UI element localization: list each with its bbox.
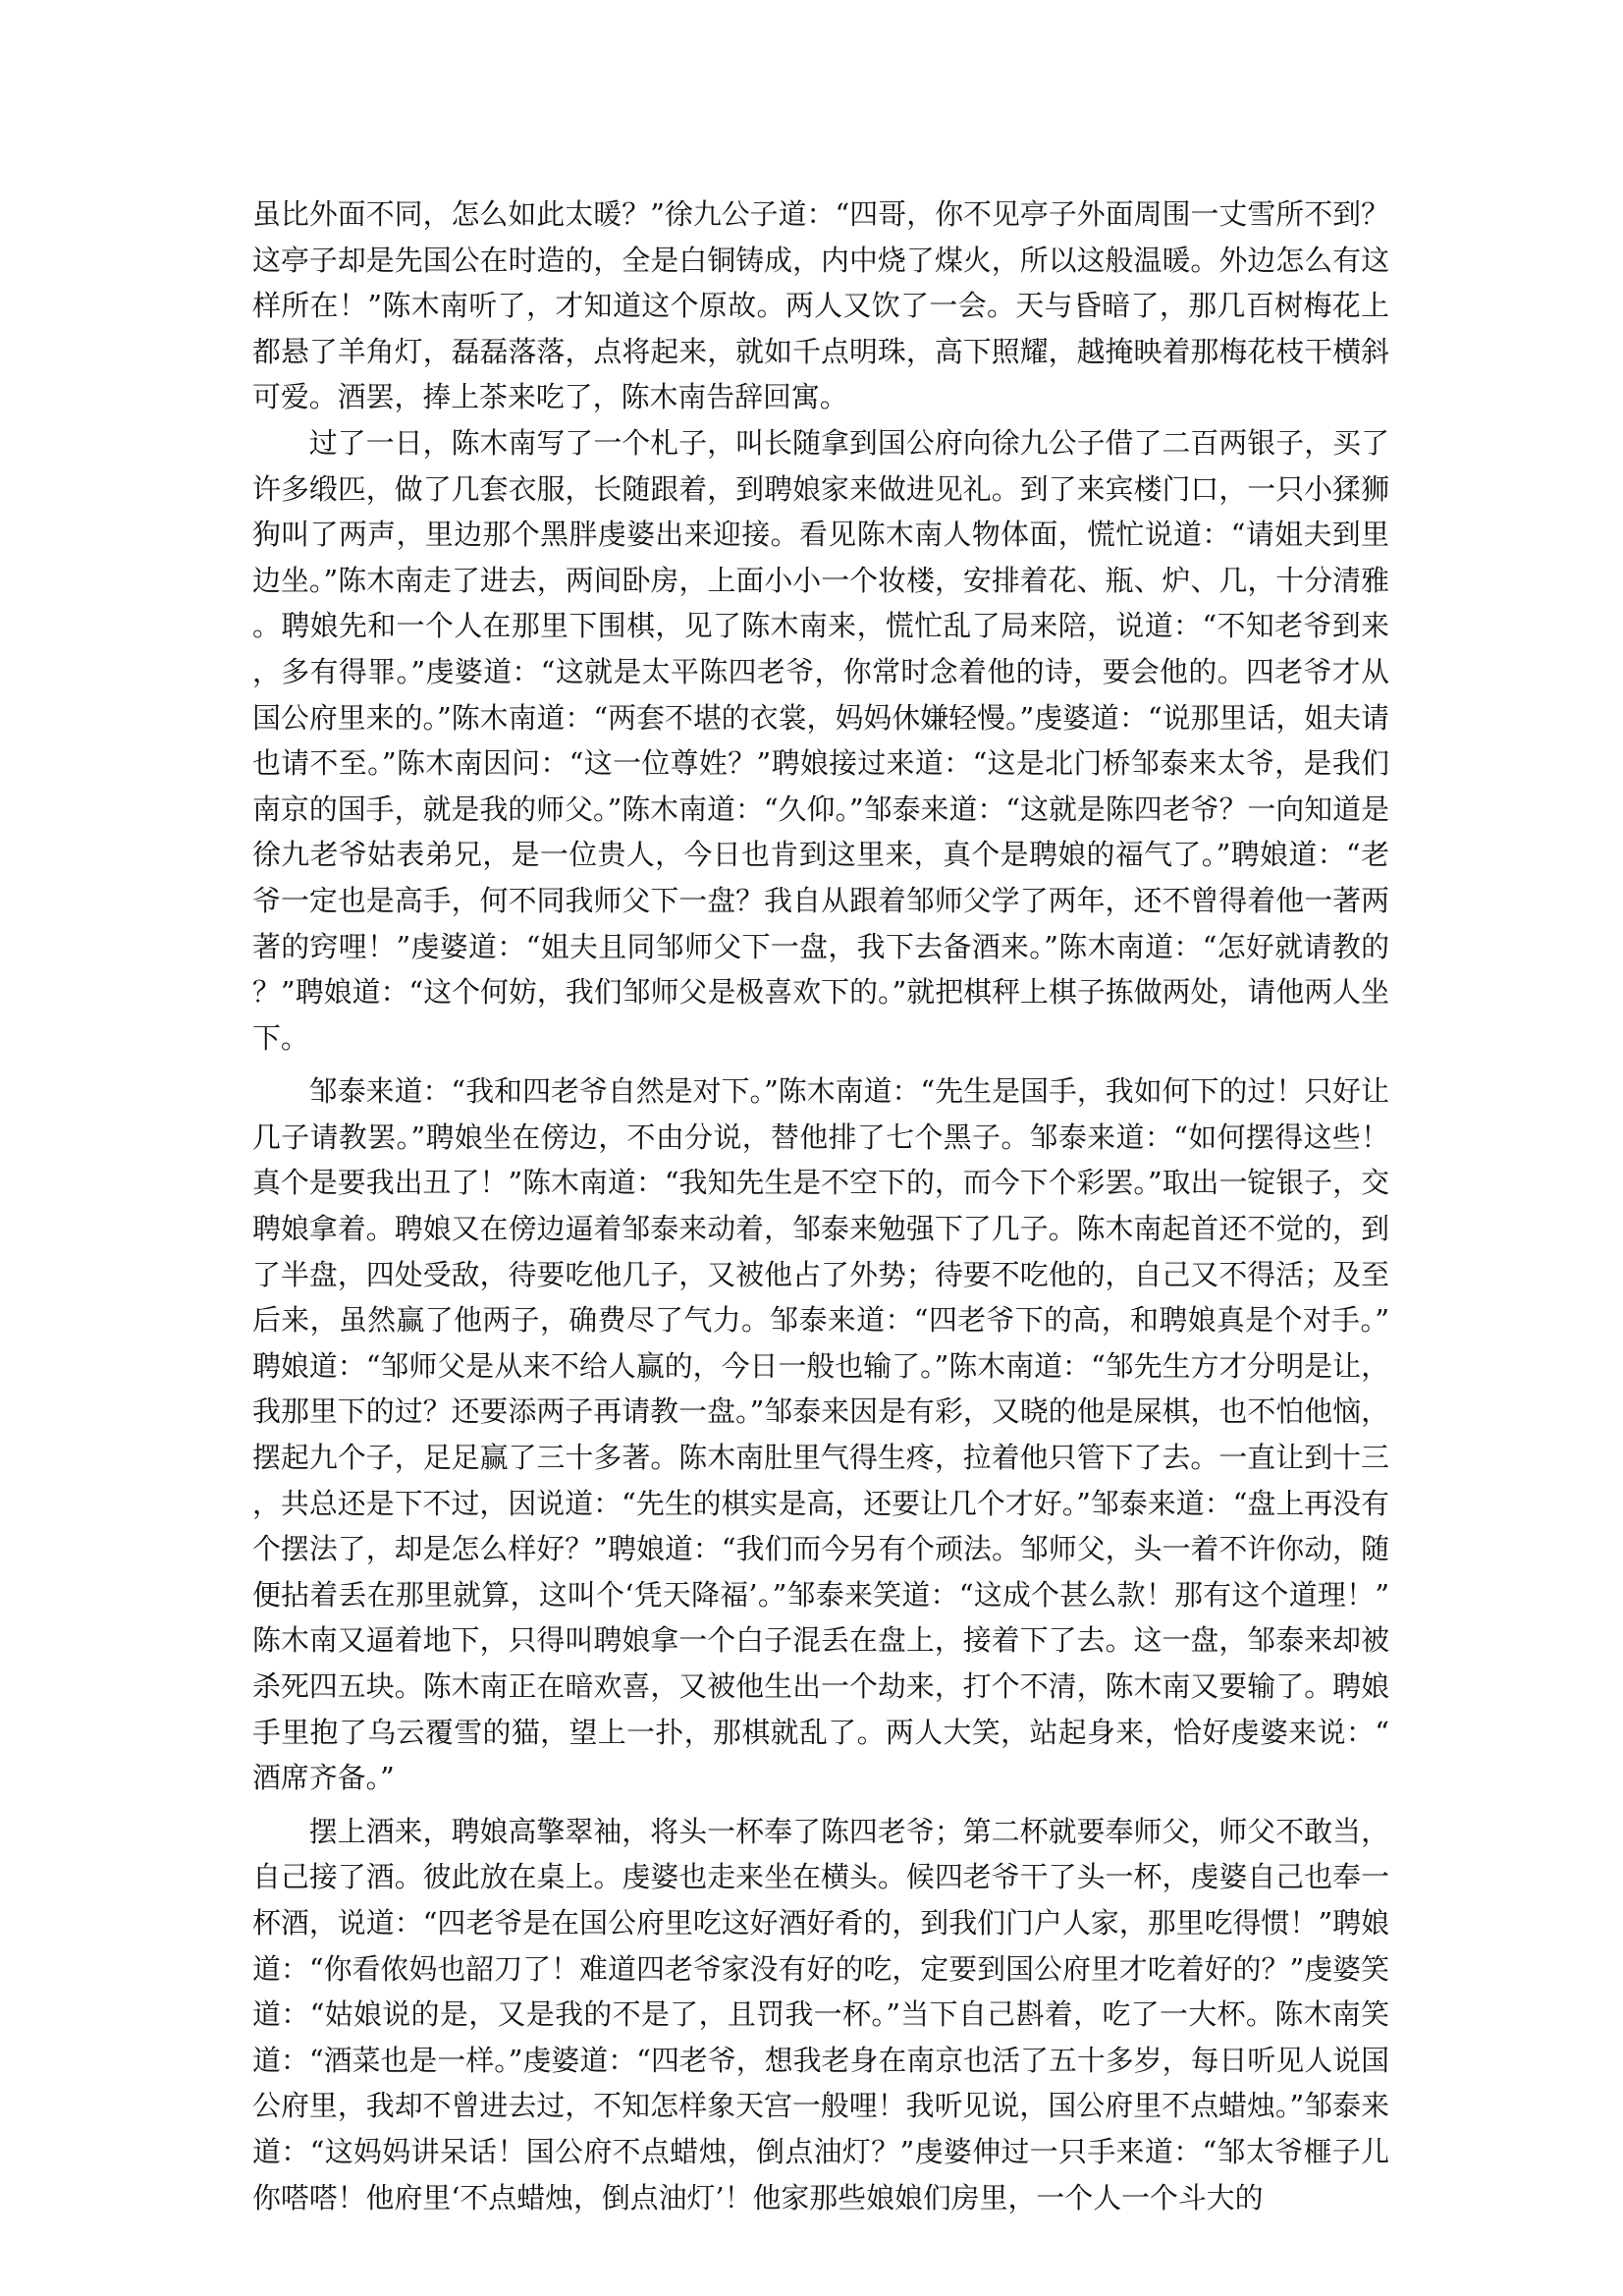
document-body xyxy=(252,191,1389,2220)
paragraph-3: 邹泰来道：“我和四老爷自然是对下。”陈木南道：“先生是国手，我如何下的过！只好让几子请教罢。”聘娘坐在傍边，不由分说，替他排了七个黑子。邹泰来道：“如何摆得这些！真个是要我出丑了！”陈木南道：“我知先生是不空下的，而今下个彩罢。”取出一锭银子，交聘娘拿着。聘娘又在傍边逼着邹泰来动着，邹泰来勉强下了几子。陈木南起首还不觉的，到了半盘，四处受敌，待要吃他几子，又被他占了外势；待要不吃他的，自己又不得活；及至后来，虽然赢了他两子，确费尽了气力。邹泰来道：“四老爷下的高，和聘娘真是个对手。”聘娘道：“邹师父是从来不给人赢的，今日一般也输了。”陈木南道：“邹先生方才分明是让，我那里下的过？还要添两子再请教一盘。”邹泰来因是有彩，又晓的他是屎棋，也不怕他恼，摆起九个子，足足赢了三十多著。陈木南肚里气得生疼，拉着他只管下了去。一直让到十三，共总还是下不过，因说道：“先生的棋实是高，还要让几个才好。”邹泰来道：“盘上再没有个摆法了，却是怎么样好？”聘娘道：“我们而今另有个顽法。邹师父，头一着不许你动，随便拈着丢在那里就算，这叫个‘凭天降福’。”邹泰来笑道：“这成个甚么款！那有这个道理！”陈木南又逼着地下，只得叫聘娘拿一个白子混丢在盘上，接着下了去。这一盘，邹泰来却被杀死四五块。陈木南正在暗欢喜，又被他生出一个劫来，打个不清，陈木南又要输了。聘娘手里抱了乌云覆雪的猫，望上一扑，那棋就乱了。两人大笑，站起身来，恰好虔婆来说：“酒席齐备。” xyxy=(252,1074,1389,1795)
paragraph-1: 虽比外面不同，怎么如此太暖？”徐九公子道：“四哥，你不见亭子外面周围一丈雪所不到？这亭子却是先国公在时造的，全是白铜铸成，内中烧了煤火，所以这般温暖。外边怎么有这样所在！”陈木南听了，才知道这个原故。两人又饮了一会。天与昏暗了，那几百树梅花上都悬了羊角灯，磊磊落落，点将起来，就如千点明珠，高下照耀，越掩映着那梅花枝干横斜可爱。酒罢，捧上茶来吃了，陈木南告辞回寓。 xyxy=(252,197,1389,414)
paragraph-2: 过了一日，陈木南写了一个札子，叫长随拿到国公府向徐九公子借了二百两银子，买了许多缎匹，做了几套衣服，长随跟着，到聘娘家来做进见礼。到了来宾楼门口，一只小猱狮狗叫了两声，里边那个黑胖虔婆出来迎接。看见陈木南人物体面，慌忙说道：“请姐夫到里边坐。”陈木南走了进去，两间卧房，上面小小一个妆楼，安排着花、瓶、炉、几，十分清雅。聘娘先和一个人在那里下围棋，见了陈木南来，慌忙乱了局来陪，说道：“不知老爷到来，多有得罪。”虔婆道：“这就是太平陈四老爷，你常时念着他的诗，要会他的。四老爷才从国公府里来的。”陈木南道：“两套不堪的衣裳，妈妈休嫌轻慢。”虔婆道：“说那里话，姐夫请也请不至。”陈木南因问：“这一位尊姓？”聘娘接过来道：“这是北门桥邹泰来太爷，是我们南京的国手，就是我的师父。”陈木南道：“久仰。”邹泰来道：“这就是陈四老爷？一向知道是徐九老爷姑表弟兄，是一位贵人，今日也肯到这里来，真个是聘娘的福气了。”聘娘道：“老爷一定也是高手，何不同我师父下一盘？我自从跟着邹师父学了两年，还不曾得着他一著两著的窍哩！”虔婆道：“姐夫且同邹师父下一盘，我下去备酒来。”陈木南道：“怎好就请教的？”聘娘道：“这个何妨，我们邹师父是极喜欢下的。”就把棋秤上棋子拣做两处，请他两人坐下。 xyxy=(252,425,1389,1055)
paragraph-4: 摆上酒来，聘娘高擎翠袖，将头一杯奉了陈四老爷；第二杯就要奉师父，师父不敢当，自己接了酒。彼此放在桌上。虔婆也走来坐在横头。候四老爷干了头一杯，虔婆自己也奉一杯酒，说道：“四老爷是在国公府里吃这好酒好肴的，到我们门户人家，那里吃得惯！”聘娘道：“你看侬妈也韶刀了！难道四老爷家没有好的吃，定要到国公府里才吃着好的？”虔婆笑道：“姑娘说的是，又是我的不是了，且罚我一杯。”当下自己斟着，吃了一大杯。陈木南笑道：“酒菜也是一样。”虔婆道：“四老爷，想我老身在南京也活了五十多岁，每日听见人说国公府里，我却不曾进去过，不知怎样象天宫一般哩！我听见说，国公府里不点蜡烛。”邹泰来道：“这妈妈讲呆话！国公府不点蜡烛，倒点油灯？”虔婆伸过一只手来道：“邹太爷榧子儿你嗒嗒！他府里‘不点蜡烛，倒点油灯’！他家那些娘娘们房里，一个人一个斗大的 xyxy=(252,1814,1389,2214)
